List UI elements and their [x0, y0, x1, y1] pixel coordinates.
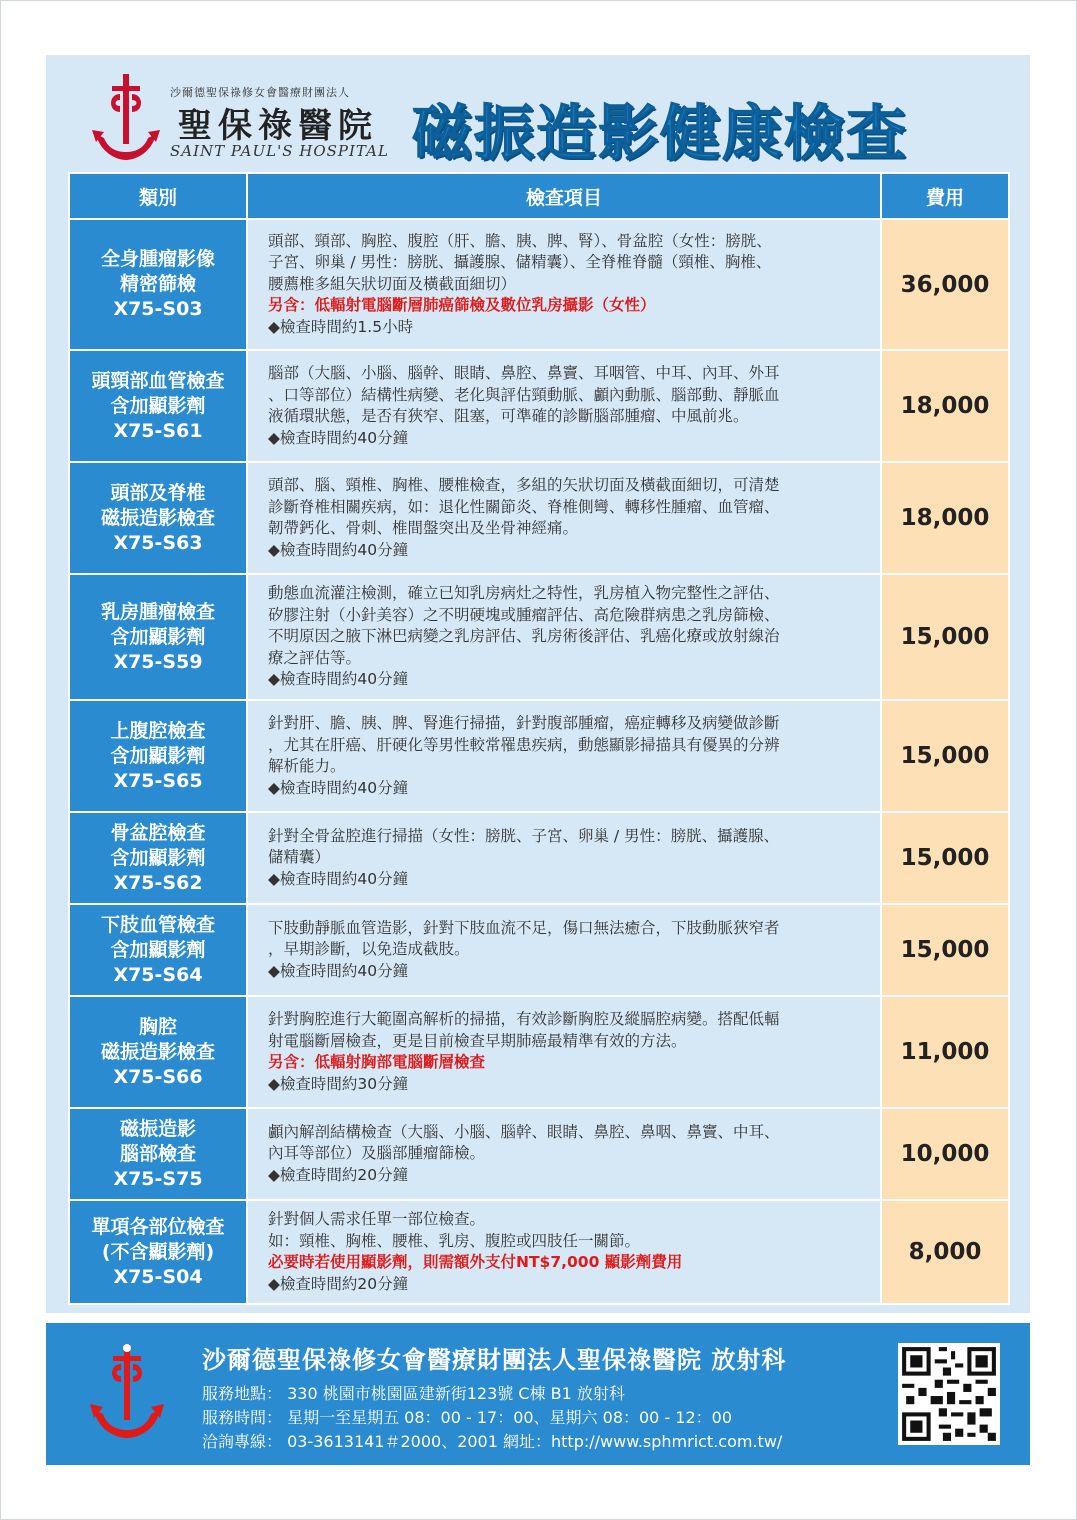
- category-code: X75-S59: [113, 650, 203, 673]
- category-code: X75-S65: [113, 769, 203, 792]
- category-cell: [69, 219, 247, 350]
- fee-cell: 11,000: [881, 996, 1009, 1108]
- item-text: 動態血流灌注檢測，確立已知乳房病灶之特性，乳房植入物完整性之評估、: [268, 584, 780, 603]
- category-line: 磁振造影: [119, 1117, 196, 1140]
- items-cell: [247, 574, 881, 700]
- item-duration: ◆檢查時間約20分鐘: [268, 1274, 409, 1293]
- table-header-row: [69, 173, 1009, 219]
- category-code: X75-S61: [113, 419, 203, 442]
- table-row: [69, 574, 1009, 700]
- page-title: 磁振造影健康檢查: [412, 99, 908, 169]
- fee-cell: 8,000: [881, 1200, 1009, 1304]
- item-duration: ◆檢查時間約40分鐘: [268, 670, 409, 689]
- item-duration: ◆檢查時間約40分鐘: [268, 428, 409, 447]
- items-cell: [247, 350, 881, 462]
- qr-code-icon[interactable]: [898, 1343, 1000, 1445]
- item-text: 解析能力。: [268, 757, 346, 775]
- category-line: 含加顯影劑: [110, 744, 206, 767]
- org-name-small: 沙爾德聖保祿修女會醫療財團法人: [170, 86, 350, 99]
- category-line: 含加顯影劑: [110, 846, 206, 869]
- category-line: (不含顯影劑): [101, 1240, 215, 1263]
- item-text: 針對全骨盆腔進行掃描（女性：膀胱、子宮、卵巢 / 男性：膀胱、攝護腺、: [268, 826, 780, 845]
- fee-cell: 36,000: [881, 219, 1009, 350]
- exam-table: [68, 172, 1010, 1305]
- items-cell: [247, 700, 881, 812]
- category-line: 磁振造影檢查: [100, 506, 215, 529]
- table-row: [69, 812, 1009, 904]
- items-cell: [247, 1200, 881, 1304]
- item-duration: ◆檢查時間約30分鐘: [268, 1074, 409, 1093]
- item-note-red: 必要時若使用顯影劑，則需額外支付NT$7,000 顯影劑費用: [268, 1253, 683, 1271]
- category-cell: [69, 1108, 247, 1200]
- item-text: 子宮、卵巢 / 男性：膀胱、攝護腺、儲精囊）、全脊椎脊髓（頸椎、胸椎、: [268, 253, 772, 272]
- category-line: 頭頸部血管檢查: [91, 369, 225, 392]
- footer-address: 服務地點： 330 桃園市桃園區建新街123號 C棟 B1 放射科: [202, 1384, 625, 1403]
- item-duration: ◆檢查時間約40分鐘: [268, 778, 409, 797]
- table-row: [69, 219, 1009, 350]
- table-row: [69, 462, 1009, 574]
- item-duration: ◆檢查時間約40分鐘: [268, 869, 409, 888]
- category-line: 胸腔: [138, 1015, 177, 1038]
- category-code: X75-S62: [113, 871, 203, 894]
- category-code: X75-S63: [113, 531, 203, 554]
- table-row: [69, 700, 1009, 812]
- item-text: 下肢動靜脈血管造影，針對下肢血流不足，傷口無法癒合，下肢動脈狹窄者: [268, 918, 780, 937]
- items-cell: [247, 1108, 881, 1200]
- category-line: 含加顯影劑: [110, 625, 206, 648]
- category-cell: [69, 996, 247, 1108]
- item-text: 矽膠注射（小針美容）之不明硬塊或腫瘤評估、高危險群病患之乳房篩檢、: [268, 605, 780, 624]
- category-cell: [69, 1200, 247, 1304]
- category-line: 全身腫瘤影像: [100, 248, 215, 270]
- item-text: 液循環狀態，是否有狹窄、阻塞，可準確的診斷腦部腫瘤、中風前兆。: [268, 407, 749, 425]
- category-line: 上腹腔檢查: [110, 719, 206, 742]
- item-text: 針對個人需求任單一部位檢查。: [268, 1210, 486, 1228]
- fee-cell: 18,000: [881, 462, 1009, 574]
- item-text: 顱內解剖結構檢查（大腦、小腦、腦幹、眼睛、鼻腔、鼻咽、鼻竇、中耳、: [268, 1122, 780, 1141]
- item-duration: ◆檢查時間約20分鐘: [268, 1165, 409, 1184]
- footer-hours: 服務時間： 星期一至星期五 08：00 - 17：00、星期六 08：00 - 12：00: [202, 1408, 733, 1427]
- category-line: 磁振造影檢查: [100, 1040, 215, 1063]
- category-cell: [69, 700, 247, 812]
- item-duration: ◆檢查時間約40分鐘: [268, 540, 409, 559]
- category-cell: [69, 574, 247, 700]
- table-row: [69, 904, 1009, 996]
- category-line: 骨盆腔檢查: [110, 821, 206, 844]
- item-duration: ◆檢查時間約40分鐘: [268, 961, 409, 980]
- category-line: 腦部檢查: [119, 1142, 196, 1165]
- items-cell: [247, 812, 881, 904]
- fee-cell: 15,000: [881, 700, 1009, 812]
- fee-cell: 18,000: [881, 350, 1009, 462]
- hospital-english-name: SAINT PAUL'S HOSPITAL: [170, 142, 389, 160]
- fee-cell: 15,000: [881, 574, 1009, 700]
- item-text: 腦部（大腦、小腦、腦幹、眼睛、鼻腔、鼻竇、耳咽管、中耳、內耳、外耳: [268, 364, 780, 382]
- category-line: 含加顯影劑: [110, 938, 206, 961]
- hospital-logo-icon: [90, 72, 162, 164]
- table-row: [69, 350, 1009, 462]
- category-line: 單項各部位檢查: [91, 1215, 225, 1238]
- category-code: X75-S03: [113, 298, 203, 320]
- fee-cell: 15,000: [881, 904, 1009, 996]
- item-text: 診斷脊椎相關疾病，如：退化性關節炎、脊椎側彎、轉移性腫瘤、血管瘤、: [268, 497, 780, 516]
- fee-cell: 15,000: [881, 812, 1009, 904]
- table-row: [69, 1200, 1009, 1304]
- footer-contact: 洽詢專線： 03-3613141＃2000、2001 網址：http://www.sphmrict.com.tw/: [202, 1432, 783, 1451]
- item-text: 療之評估等。: [268, 648, 362, 667]
- table-row: [69, 1108, 1009, 1200]
- item-text: 針對胸腔進行大範圍高解析的掃描，有效診斷胸腔及縱膈腔病變。搭配低輻: [268, 1010, 780, 1028]
- items-cell: [247, 996, 881, 1108]
- header-category: 類別: [69, 173, 247, 219]
- item-text: ，早期診斷，以免造成截肢。: [268, 940, 470, 959]
- header-items: 檢查項目: [247, 173, 881, 219]
- footer-title: 沙爾德聖保祿修女會醫療財團法人聖保祿醫院 放射科: [202, 1346, 787, 1374]
- category-cell: [69, 350, 247, 462]
- item-text: 、口等部位）結構性病變、老化與評估頸動脈、顱內動脈、腦部動、靜脈血: [268, 385, 780, 404]
- fee-cell: 10,000: [881, 1108, 1009, 1200]
- item-text: 腰薦椎多組矢狀切面及橫截面細切）: [268, 274, 517, 293]
- items-cell: [247, 219, 881, 350]
- header-fee: 費用: [881, 173, 1009, 219]
- item-text: 儲精囊）: [268, 848, 331, 867]
- items-cell: [247, 904, 881, 996]
- category-code: X75-S75: [113, 1167, 203, 1190]
- item-text: 頭部、腦、頸椎、胸椎、腰椎檢查，多組的矢狀切面及橫截面細切，可清楚: [268, 476, 780, 494]
- item-text: 內耳等部位）及腦部腫瘤篩檢。: [268, 1144, 486, 1163]
- footer-logo-icon: [88, 1340, 166, 1442]
- category-line: 精密篩檢: [119, 273, 196, 295]
- hospital-name: 聖保祿醫院: [178, 106, 378, 146]
- item-text: 頭部、頸部、胸腔、腹腔（肝、膽、胰、脾、腎）、骨盆腔（女性：膀胱、: [268, 231, 772, 250]
- category-cell: [69, 462, 247, 574]
- category-line: 乳房腫瘤檢查: [100, 600, 215, 623]
- item-text: 針對肝、膽、胰、脾、腎進行掃描，針對腹部腫瘤，癌症轉移及病變做診斷: [268, 714, 780, 732]
- category-line: 下肢血管檢查: [100, 913, 215, 936]
- item-text: 不明原因之腋下淋巴病變之乳房評估、乳房術後評估、乳癌化療或放射線治: [268, 627, 780, 646]
- category-code: X75-S04: [113, 1265, 203, 1288]
- category-line: 含加顯影劑: [110, 394, 206, 417]
- item-text: 韌帶鈣化、骨刺、椎間盤突出及坐骨神經痛。: [268, 519, 579, 537]
- item-note-red: 另含：低輻射胸部電腦斷層檢查: [268, 1053, 486, 1071]
- category-line: 頭部及脊椎: [110, 481, 206, 504]
- item-note-red: 另含：低輻射電腦斷層肺癌篩檢及數位乳房攝影（女性）: [268, 296, 656, 315]
- category-cell: [69, 904, 247, 996]
- item-duration: ◆檢查時間約1.5小時: [268, 317, 414, 336]
- item-text: 射電腦斷層檢查，更是目前檢查早期肺癌最精準有效的方法。: [268, 1031, 687, 1050]
- category-code: X75-S64: [113, 963, 203, 986]
- item-text: 如：頸椎、胸椎、腰椎、乳房、腹腔或四肢任一關節。: [268, 1231, 641, 1250]
- table-row: [69, 996, 1009, 1108]
- item-text: ，尤其在肝癌、肝硬化等男性較常罹患疾病，動態顯影掃描具有優異的分辨: [268, 735, 780, 754]
- category-cell: [69, 812, 247, 904]
- items-cell: [247, 462, 881, 574]
- category-code: X75-S66: [113, 1065, 203, 1088]
